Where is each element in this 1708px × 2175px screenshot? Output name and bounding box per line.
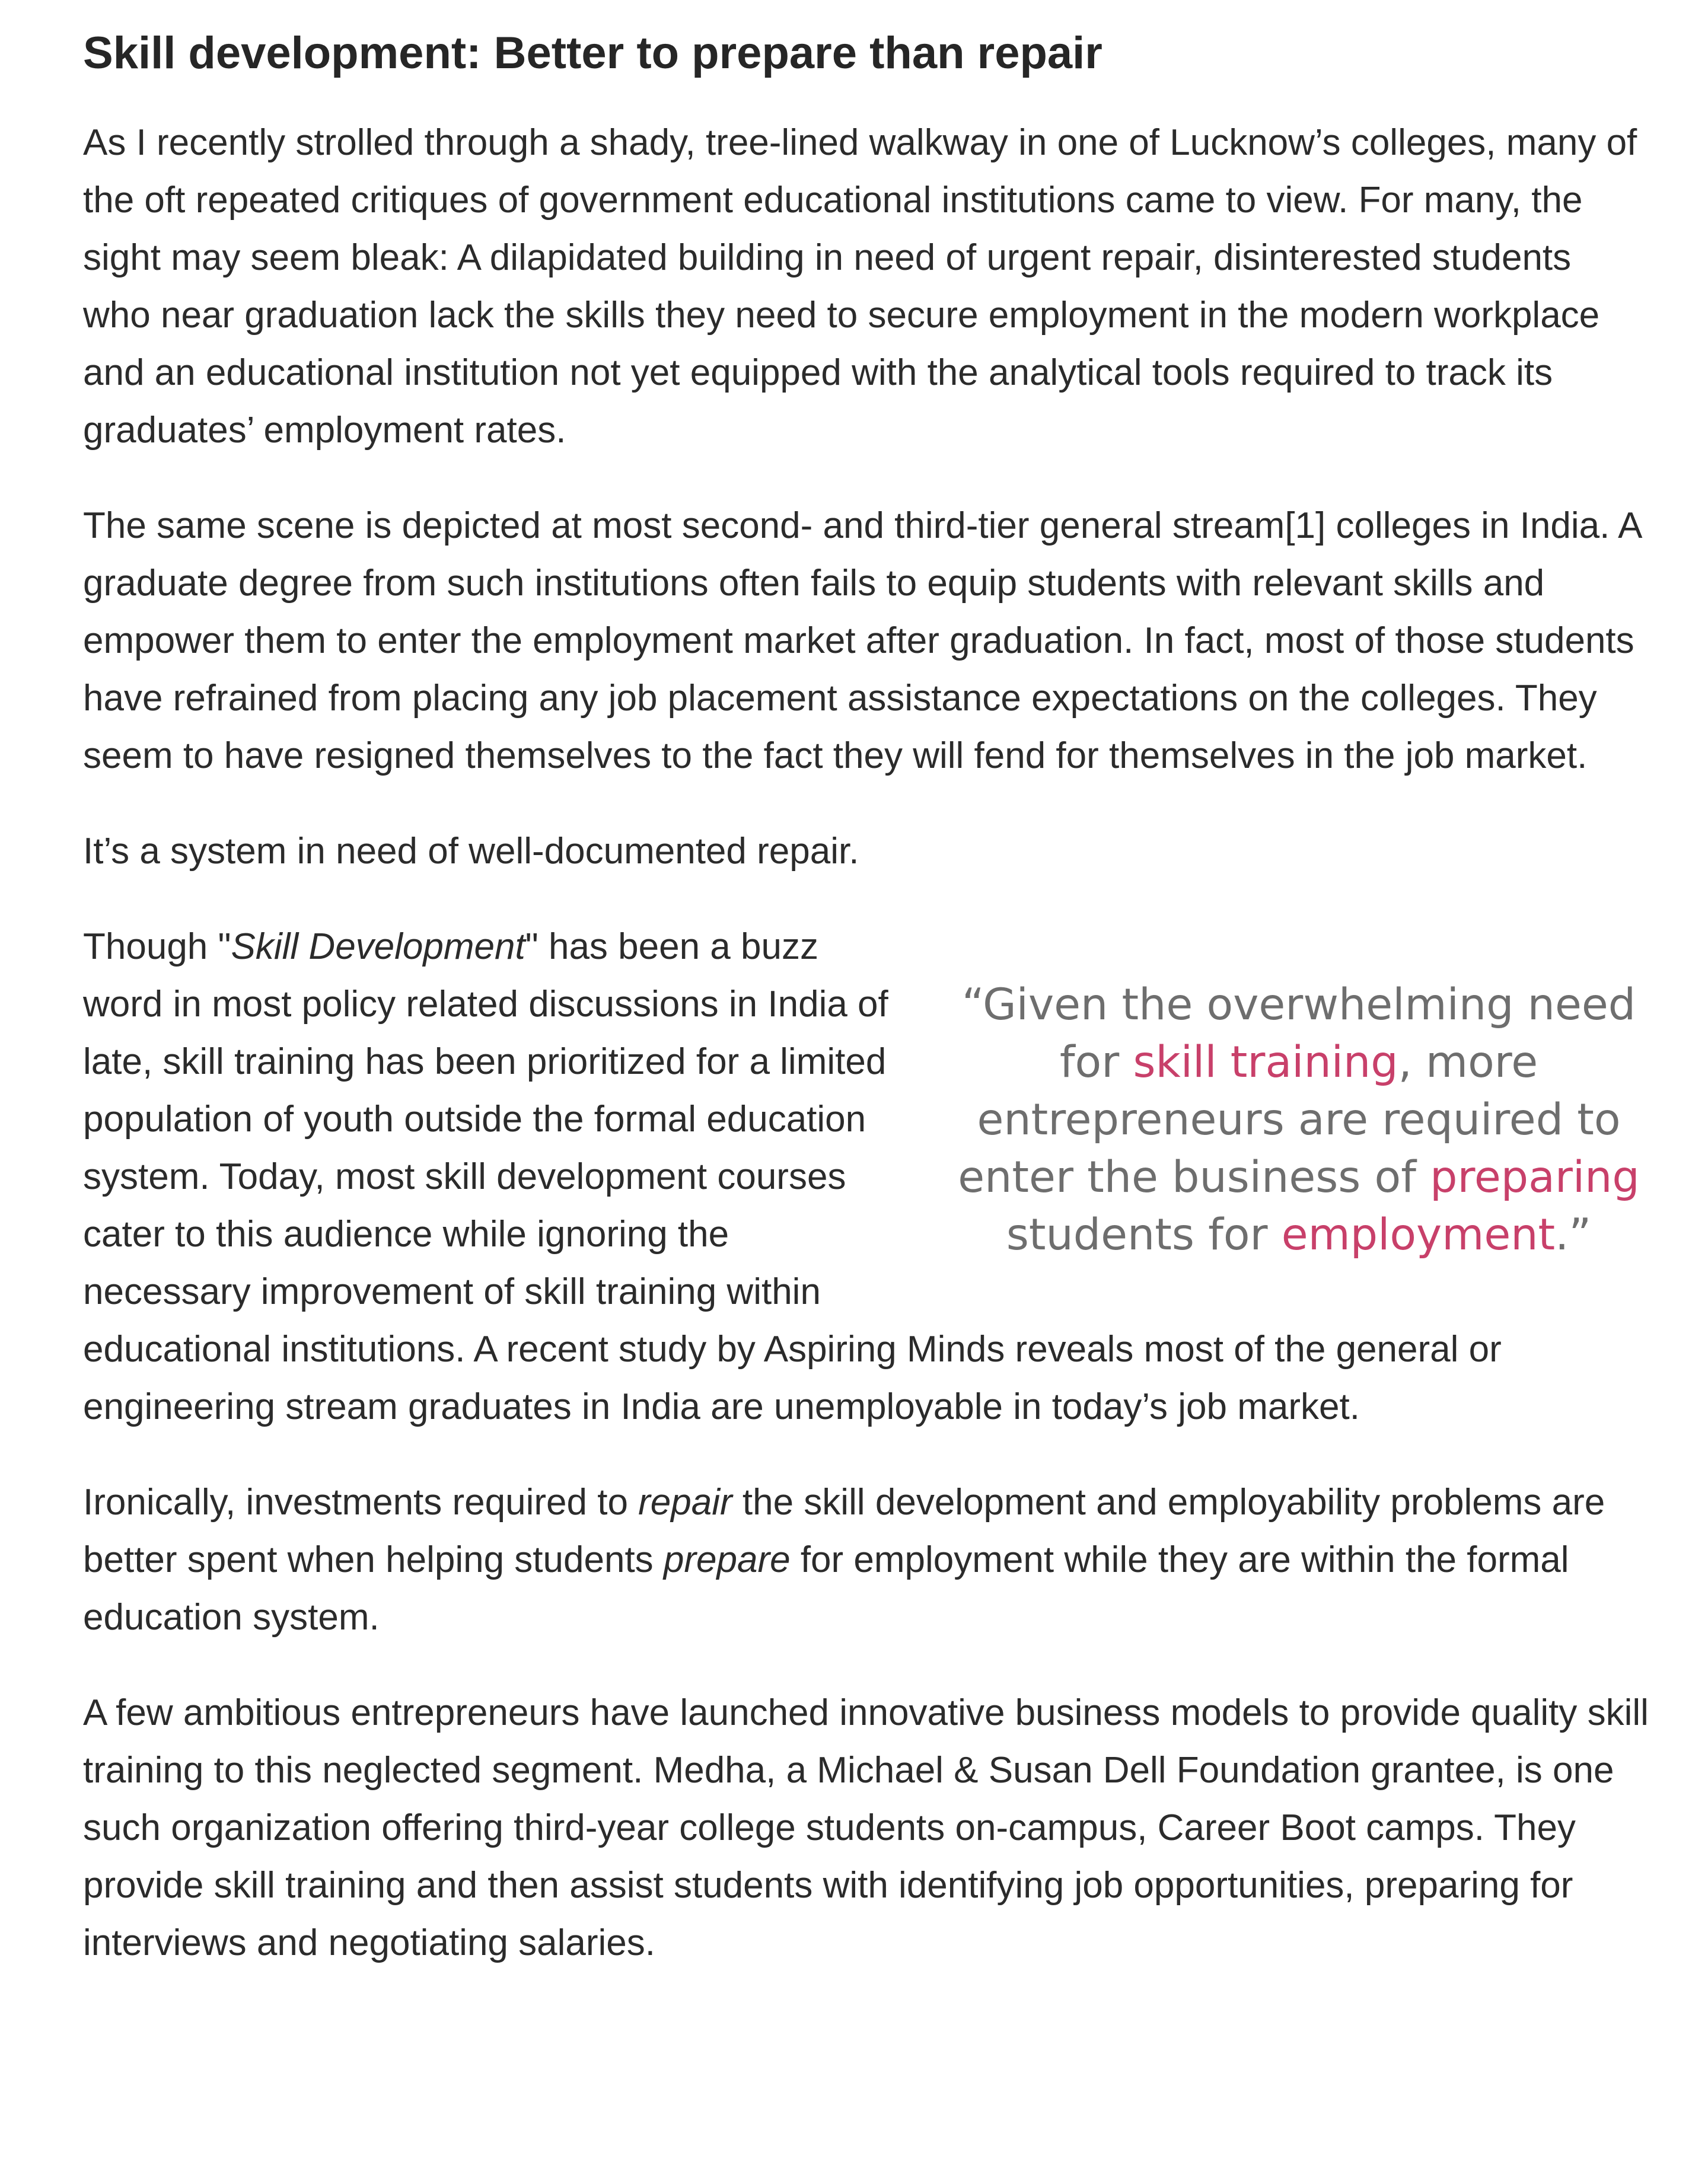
paragraph-6: A few ambitious entrepreneurs have launched innovative business models to provide quality skill training to this neglected segment. Medha, a Michael & Susan Dell Foundation grantee, is one such organization offering third-year college students on-campus, Career Boot camps. They provide skill training and then assist students with identifying job opportunities, preparing for interviews and negotiating salaries. <box>83 1692 1649 1963</box>
pull-quote-text: .” <box>1555 1210 1592 1260</box>
paragraph-3: It’s a system in need of well-documented repair. <box>83 831 859 872</box>
pull-quote-text: , more entrepreneurs are required to enter the business of <box>958 1037 1621 1203</box>
paragraph-5-italic: prepare <box>663 1539 791 1580</box>
paragraph-4-text: Though " <box>83 926 231 967</box>
paragraph-5-italic: repair <box>638 1482 732 1523</box>
quote-section <box>83 918 1649 1474</box>
paragraph-1: As I recently strolled through a shady, tree-lined walkway in one of Lucknow’s colleges, many of the oft repeated critiques of government educational institutions came to view. For many, the sight may seem bleak: A dilapidated building in need of urgent repair, disinterested students who near graduation lack the skills they need to secure employment in the modern workplace and an educational institution not yet equipped with the analytical tools required to track its graduates’ employment rates. <box>83 122 1637 451</box>
pull-quote-highlight: employment <box>1281 1210 1556 1260</box>
paragraph-4-text: " has been a buzz word in most policy related discussions in India of late, skill training has been prioritized for a limited population of youth outside the formal education system. Today, most skill development courses cater to this audience while ignoring the necessary improvement of skill training within educational institutions. A recent study by Aspiring Minds reveals most of the general or engineering stream graduates in India are unemployable in today’s job market. <box>83 926 1502 1427</box>
article-title: Skill development: Better to prepare than repair <box>83 28 1102 78</box>
pull-quote-text: “Given the overwhelming need for <box>961 980 1636 1088</box>
pull-quote-text: students for <box>1006 1210 1282 1260</box>
paragraph-5 <box>83 1474 1649 1646</box>
article <box>83 24 1649 2010</box>
pull-quote-highlight: preparing <box>1430 1152 1640 1203</box>
pull-quote <box>949 976 1649 1264</box>
paragraph-2: The same scene is depicted at most second- and third-tier general stream[1] colleges in India. A graduate degree from such institutions often fails to equip students with relevant skills and empower them to enter the employment market after graduation. In fact, most of those students have refrained from placing any job placement assistance expectations on the colleges. They seem to have resigned themselves to the fact they will fend for themselves in the job market. <box>83 505 1641 776</box>
pull-quote-highlight: skill training <box>1133 1037 1398 1088</box>
paragraph-4-italic: Skill Development <box>231 926 525 967</box>
paragraph-5-text: the skill development and employability problems are better spent when helping students <box>83 1482 1605 1580</box>
paragraph-5-text: for employment while they are within the formal education system. <box>83 1539 1569 1638</box>
paragraph-5-text: Ironically, investments required to <box>83 1482 639 1523</box>
